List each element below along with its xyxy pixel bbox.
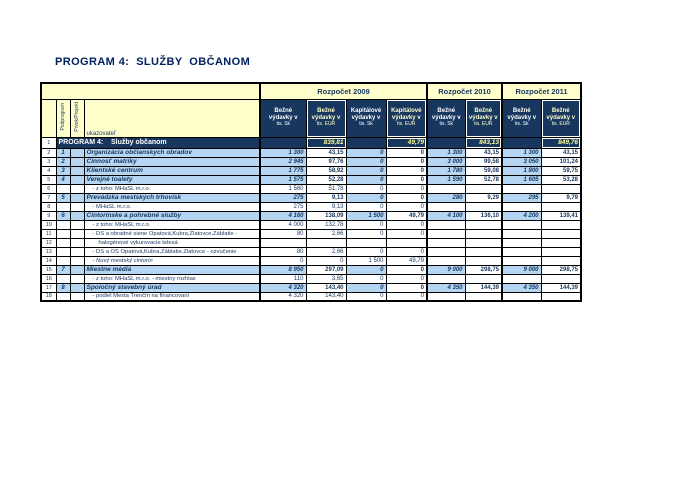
cell-value: 0 <box>346 193 386 202</box>
cell-value: 4 000 <box>260 220 306 229</box>
cell-value: 52,28 <box>306 175 346 184</box>
cell-value <box>260 238 306 247</box>
cell-value: 110 <box>260 274 306 283</box>
header-corner <box>41 83 260 99</box>
cell-value: 1 500 <box>346 137 386 148</box>
cell-value <box>427 202 465 211</box>
indicator-label: - podiel Mesta Trenčín na financovaní <box>84 292 260 301</box>
indicator-label: Prevádzka mestských trhovísk <box>84 193 260 202</box>
cell-value: 0 <box>386 274 427 283</box>
column-header-line: Bežné <box>551 108 570 115</box>
indicator-label: Verejné toalety <box>84 175 260 184</box>
prvok-cell <box>70 265 84 274</box>
cell-value: 3,65 <box>306 274 346 283</box>
row-number: 14 <box>41 256 56 265</box>
cell-value: 0 <box>346 265 386 274</box>
column-header-line: výdavky v <box>468 115 498 122</box>
row-number: 7 <box>41 193 56 202</box>
table-row <box>41 274 581 283</box>
cell-value: 0 <box>346 274 386 283</box>
prvok-cell <box>70 202 84 211</box>
cell-value: 9,13 <box>306 202 346 211</box>
subprogram-number: 7 <box>56 265 70 274</box>
subprogram-number <box>56 220 70 229</box>
cell-value <box>502 238 541 247</box>
cell-value: 0 <box>386 166 427 175</box>
podprogram-column-header <box>56 99 70 137</box>
column-header-line: výdavky v <box>268 115 298 122</box>
row-number: 5 <box>41 175 56 184</box>
indicator-label: - DS a OS Opatová,Kubra,Záblatie,Zlatovce - ozvučenie <box>84 247 260 256</box>
cell-value: 0 <box>386 202 427 211</box>
column-header-line: výdavky v <box>507 115 537 122</box>
column-header-line: tis. EUR <box>316 121 336 128</box>
page-title: PROGRAM 4: SLUŽBY OBČANOM <box>55 56 251 68</box>
cell-value <box>427 247 465 256</box>
row-number: 15 <box>41 265 56 274</box>
cell-value: 4 200 <box>502 211 541 220</box>
cell-value: 143,40 <box>306 292 346 301</box>
row-number: 2 <box>41 148 56 157</box>
cell-value: 25 600 <box>502 137 541 148</box>
cell-value: 9,29 <box>465 193 502 202</box>
cell-value <box>465 256 502 265</box>
column-header-line: Bežné <box>274 108 293 115</box>
cell-value: 298,75 <box>465 265 502 274</box>
column-header-line: tis. Sk <box>514 121 529 128</box>
cell-value: 25 400 <box>427 137 465 148</box>
row-number: 3 <box>41 157 56 166</box>
cell-value: 0 <box>386 283 427 292</box>
table-row <box>41 220 581 229</box>
cell-value: 51,78 <box>306 184 346 193</box>
cell-value <box>427 256 465 265</box>
cell-value: 280 <box>427 193 465 202</box>
row-number: 9 <box>41 211 56 220</box>
group-header-row <box>41 83 581 99</box>
subprogram-number <box>56 274 70 283</box>
cell-value <box>541 274 581 283</box>
table-row <box>41 137 581 148</box>
cell-value <box>541 292 581 301</box>
column-header-line: Kapitálové <box>391 108 422 115</box>
column-header-line: tis. EUR <box>397 121 416 128</box>
cell-value <box>502 256 541 265</box>
cell-value <box>502 229 541 238</box>
cell-value: 4 160 <box>260 211 306 220</box>
cell-value: 0 <box>386 184 427 193</box>
column-header-sk <box>502 99 541 137</box>
prvok-cell <box>70 238 84 247</box>
cell-value: 0 <box>346 292 386 301</box>
row-number: 4 <box>41 166 56 175</box>
cell-value: 1 560 <box>260 184 306 193</box>
indicator-label: - MHaSL m.r.o. <box>84 202 260 211</box>
column-header-line: tis. EUR <box>551 121 570 128</box>
cell-value: 0 <box>346 175 386 184</box>
table-row <box>41 247 581 256</box>
cell-value: 2 945 <box>260 157 306 166</box>
cell-value: 9,13 <box>306 193 346 202</box>
cell-value: 2,66 <box>306 247 346 256</box>
cell-value: 136,10 <box>465 211 502 220</box>
subprogram-number <box>56 247 70 256</box>
cell-value: 52,78 <box>465 175 502 184</box>
cell-value: 59,08 <box>465 166 502 175</box>
cell-value: 0 <box>346 229 386 238</box>
cell-value: 1 775 <box>260 166 306 175</box>
cell-value <box>427 238 465 247</box>
subprogram-number <box>56 202 70 211</box>
cell-value: 0 <box>386 229 427 238</box>
cell-value <box>427 292 465 301</box>
cell-value: 4 350 <box>502 283 541 292</box>
cell-value: 49,79 <box>386 256 427 265</box>
column-header-line: Bežné <box>317 108 335 115</box>
cell-value: 144,39 <box>465 283 502 292</box>
table-row <box>41 148 581 157</box>
cell-value: 0 <box>346 166 386 175</box>
cell-value <box>465 229 502 238</box>
row-number: 1 <box>41 137 56 148</box>
cell-value <box>502 274 541 283</box>
cell-value: 132,78 <box>306 220 346 229</box>
cell-value <box>427 229 465 238</box>
group-rozpocet-2011: Rozpočet 2011 <box>502 83 581 99</box>
cell-value <box>502 220 541 229</box>
cell-value: 0 <box>386 148 427 157</box>
cell-value: 1 300 <box>502 148 541 157</box>
cell-value: 298,75 <box>541 265 581 274</box>
column-header-row <box>41 99 581 137</box>
indicator-label: halogénové vykurovacie telesá <box>84 238 260 247</box>
cell-value: 8 950 <box>260 265 306 274</box>
cell-value: 9 000 <box>502 265 541 274</box>
cell-value <box>386 238 427 247</box>
cell-value: 0 <box>346 202 386 211</box>
cell-value: 99,58 <box>465 157 502 166</box>
cell-value: 3 000 <box>427 157 465 166</box>
column-header-line: Kapitálové <box>350 108 382 115</box>
cell-value <box>427 220 465 229</box>
cell-value: 0 <box>346 184 386 193</box>
indicator-label: - z toho: MHaSL m.r.o. - miestny rozhlas <box>84 274 260 283</box>
subprogram-number: 8 <box>56 283 70 292</box>
row-number: 16 <box>41 274 56 283</box>
ukazovatel-column-header: ukazovateľ <box>84 99 260 137</box>
cell-value: 1 800 <box>502 166 541 175</box>
cell-value: 43,15 <box>306 148 346 157</box>
column-header-line: tis. Sk <box>276 121 291 128</box>
cell-value: 0 <box>346 283 386 292</box>
indicator-label: - DS a obradné siene Opatová,Kubra,Zlatovce,Záblatie - <box>84 229 260 238</box>
row-number: 17 <box>41 283 56 292</box>
cell-value: 80 <box>260 247 306 256</box>
cell-value: 1 575 <box>260 175 306 184</box>
table-row <box>41 184 581 193</box>
cell-value: 849,76 <box>541 137 581 148</box>
row-number: 11 <box>41 229 56 238</box>
table-row <box>41 256 581 265</box>
cell-value: 58,92 <box>306 166 346 175</box>
cell-value: 144,39 <box>541 283 581 292</box>
column-header-line: Bežné <box>437 108 456 115</box>
subprogram-number <box>56 184 70 193</box>
cell-value: 43,15 <box>465 148 502 157</box>
cell-value: 0 <box>386 220 427 229</box>
cell-value: 0 <box>386 193 427 202</box>
subprogram-number: 5 <box>56 193 70 202</box>
prvok-cell <box>70 193 84 202</box>
cell-value <box>541 202 581 211</box>
cell-value: 1 780 <box>427 166 465 175</box>
cell-value: 4 100 <box>427 211 465 220</box>
cell-value <box>465 292 502 301</box>
column-header-line: Bežné <box>512 108 531 115</box>
column-header-sk <box>427 99 465 137</box>
subprogram-number: 1 <box>56 148 70 157</box>
prvok-projekt-label: Prvok/Projekt <box>73 102 80 132</box>
prvok-cell <box>70 157 84 166</box>
subprogram-number <box>56 238 70 247</box>
subprogram-number <box>56 256 70 265</box>
prvok-cell <box>70 283 84 292</box>
column-header-sk <box>346 99 386 137</box>
cell-value: 0 <box>346 148 386 157</box>
row-number: 8 <box>41 202 56 211</box>
cell-value <box>541 256 581 265</box>
prvok-cell <box>70 166 84 175</box>
cell-value <box>465 274 502 283</box>
indicator-label: Miestne médiá <box>84 265 260 274</box>
group-rozpocet-2010: Rozpočet 2010 <box>427 83 502 99</box>
cell-value: 80 <box>260 229 306 238</box>
cell-value: 1 300 <box>427 148 465 157</box>
cell-value: 1 605 <box>502 175 541 184</box>
row-number: 10 <box>41 220 56 229</box>
prvok-cell <box>70 247 84 256</box>
cell-value: 1 500 <box>346 256 386 265</box>
cell-value <box>502 292 541 301</box>
column-header-line: tis. EUR <box>474 121 493 128</box>
prvok-cell <box>70 220 84 229</box>
table-row <box>41 202 581 211</box>
prvok-cell <box>70 175 84 184</box>
cell-value: 4 350 <box>427 283 465 292</box>
subprogram-number <box>56 292 70 301</box>
cell-value: 0 <box>346 220 386 229</box>
cell-value <box>465 184 502 193</box>
cell-value: 0 <box>306 256 346 265</box>
table-row <box>41 193 581 202</box>
cell-value: 0 <box>386 292 427 301</box>
column-header-line: výdavky v <box>391 115 421 122</box>
subprogram-number: 3 <box>56 166 70 175</box>
cell-value <box>465 238 502 247</box>
cell-value <box>306 238 346 247</box>
table-row <box>41 283 581 292</box>
column-header-eur <box>386 99 427 137</box>
subprogram-number <box>56 229 70 238</box>
row-number: 18 <box>41 292 56 301</box>
prvok-cell <box>70 274 84 283</box>
cell-value <box>502 202 541 211</box>
indicator-label: Cintorínske a pohrebné služby <box>84 211 260 220</box>
cell-value <box>502 184 541 193</box>
cell-value: 53,28 <box>541 175 581 184</box>
cell-value <box>541 238 581 247</box>
cell-value <box>465 202 502 211</box>
cell-value: 843,13 <box>465 137 502 148</box>
cell-value <box>502 247 541 256</box>
cell-value: 138,09 <box>306 211 346 220</box>
column-header-line: tis. Sk <box>359 121 373 128</box>
row-number: 13 <box>41 247 56 256</box>
column-header-eur <box>541 99 581 137</box>
prvok-cell <box>70 148 84 157</box>
cell-value: 275 <box>260 193 306 202</box>
cell-value <box>427 184 465 193</box>
cell-value: 49,79 <box>386 137 427 148</box>
column-header-sk <box>260 99 306 137</box>
row-number: 12 <box>41 238 56 247</box>
column-header-line: Bežné <box>474 108 493 115</box>
cell-value: 295 <box>502 193 541 202</box>
cell-value: 101,24 <box>541 157 581 166</box>
cell-value: 9 000 <box>427 265 465 274</box>
program-total-label: PROGRAM 4: Služby občanom <box>56 137 260 148</box>
cell-value: 9,79 <box>541 193 581 202</box>
column-header-line: tis. Sk <box>439 121 454 128</box>
column-header-line: výdavky v <box>431 115 461 122</box>
cell-value: 143,40 <box>306 283 346 292</box>
cell-value: 1 590 <box>427 175 465 184</box>
cell-value <box>541 247 581 256</box>
column-header-eur <box>306 99 346 137</box>
row-number-column-header <box>41 99 56 137</box>
indicator-label: Klientské centrum <box>84 166 260 175</box>
subprogram-number: 2 <box>56 157 70 166</box>
cell-value <box>541 229 581 238</box>
row-number: 6 <box>41 184 56 193</box>
cell-value <box>427 274 465 283</box>
indicator-label: - z toho: MHaSL m.r.o. <box>84 220 260 229</box>
cell-value: 2,66 <box>306 229 346 238</box>
prvok-cell <box>70 292 84 301</box>
prvok-cell <box>70 229 84 238</box>
cell-value: 139,41 <box>541 211 581 220</box>
budget-table <box>40 82 582 302</box>
table-row <box>41 175 581 184</box>
cell-value: 839,81 <box>306 137 346 148</box>
table-row <box>41 238 581 247</box>
column-header-line: výdavky v <box>351 115 381 122</box>
table-row <box>41 265 581 274</box>
cell-value <box>465 220 502 229</box>
cell-value: 0 <box>346 247 386 256</box>
cell-value <box>541 220 581 229</box>
column-header-line: výdavky v <box>311 115 341 122</box>
indicator-label: - z toho: MHaSL m.r.o. <box>84 184 260 193</box>
cell-value: 43,15 <box>541 148 581 157</box>
subprogram-number: 6 <box>56 211 70 220</box>
cell-value: 49,79 <box>386 211 427 220</box>
prvok-cell <box>70 256 84 265</box>
table-body <box>41 137 581 301</box>
cell-value <box>465 247 502 256</box>
table-row <box>41 166 581 175</box>
table-row <box>41 157 581 166</box>
column-header-eur <box>465 99 502 137</box>
cell-value: 0 <box>386 157 427 166</box>
prvok-cell <box>70 211 84 220</box>
indicator-label: Činnosť matriky <box>84 157 260 166</box>
prvok-projekt-column-header <box>70 99 84 137</box>
cell-value: 297,09 <box>306 265 346 274</box>
cell-value: 0 <box>386 175 427 184</box>
cell-value: 275 <box>260 202 306 211</box>
cell-value: 1 300 <box>260 148 306 157</box>
table-row <box>41 211 581 220</box>
table-row <box>41 229 581 238</box>
table-row <box>41 292 581 301</box>
column-header-line: výdavky v <box>546 115 576 122</box>
indicator-label: - Nový mestský cintorín <box>84 256 260 265</box>
cell-value: 4 320 <box>260 283 306 292</box>
cell-value: 0 <box>386 247 427 256</box>
cell-value: 25 300 <box>260 137 306 148</box>
cell-value: 97,76 <box>306 157 346 166</box>
cell-value: 0 <box>260 256 306 265</box>
indicator-label: Spoločný stavebný úrad <box>84 283 260 292</box>
cell-value <box>541 184 581 193</box>
cell-value: 3 050 <box>502 157 541 166</box>
group-rozpocet-2009: Rozpočet 2009 <box>260 83 427 99</box>
subprogram-number: 4 <box>56 175 70 184</box>
cell-value: 0 <box>386 265 427 274</box>
podprogram-label: Podprogram <box>59 103 66 131</box>
cell-value: 4 320 <box>260 292 306 301</box>
cell-value: 0 <box>346 157 386 166</box>
cell-value: 1 500 <box>346 211 386 220</box>
cell-value <box>346 238 386 247</box>
indicator-label: Organizácia občianskych obradov <box>84 148 260 157</box>
prvok-cell <box>70 184 84 193</box>
cell-value: 59,75 <box>541 166 581 175</box>
